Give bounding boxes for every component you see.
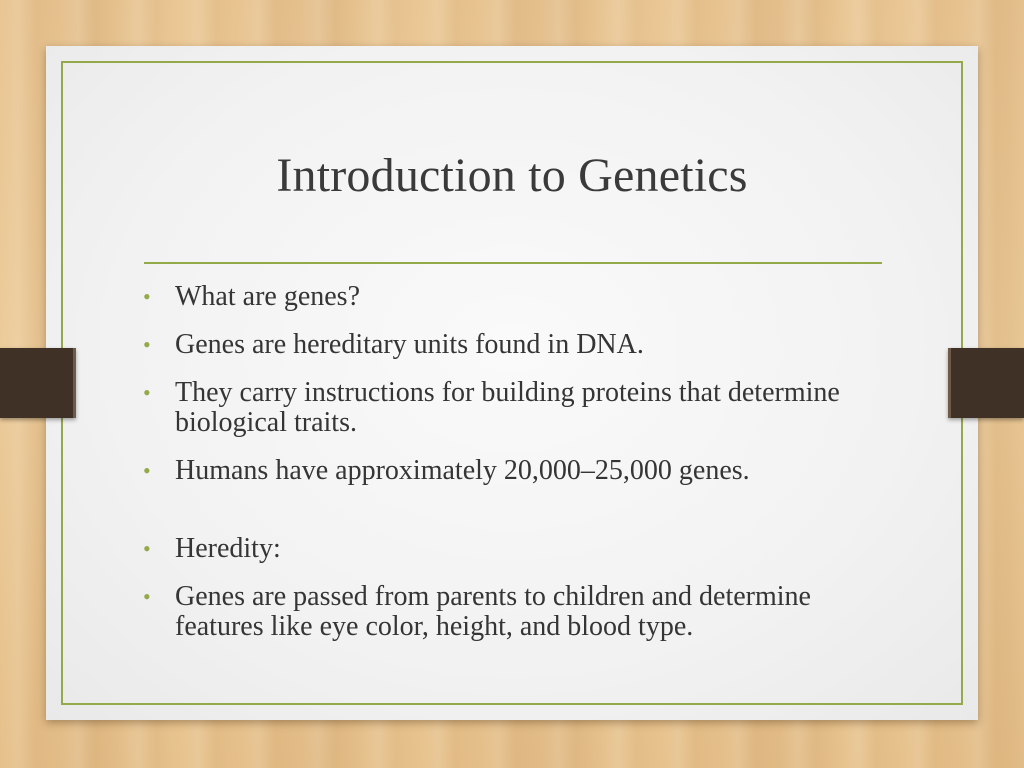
slide-title: Introduction to Genetics [276, 149, 748, 202]
bullet-item [140, 534, 900, 564]
bullet-item [140, 282, 900, 312]
bullet-icon: • [143, 536, 151, 561]
bullet-list [140, 282, 900, 660]
bullet-item [140, 330, 900, 360]
bullet-icon: • [143, 332, 151, 357]
left-binder-clip [0, 348, 76, 418]
bullet-icon: • [143, 584, 151, 609]
bullet-text: They carry instructions for building proteins that determine biological traits. [175, 377, 840, 438]
bullet-text: Genes are hereditary units found in DNA. [175, 329, 644, 360]
bullet-icon: • [143, 284, 151, 309]
bullet-item [140, 582, 900, 642]
title-divider [144, 262, 882, 264]
bullet-text: Humans have approximately 20,000–25,000 genes. [175, 455, 750, 486]
bullet-text: Heredity: [175, 533, 281, 564]
bullet-item [140, 378, 900, 438]
bullet-icon: • [143, 380, 151, 405]
bullet-item [140, 456, 900, 486]
bullet-text: Genes are passed from parents to children and determine features like eye color, height, and blood type. [175, 581, 811, 642]
bullet-icon: • [143, 458, 151, 483]
bullet-text: What are genes? [175, 281, 360, 312]
right-binder-clip [948, 348, 1024, 418]
